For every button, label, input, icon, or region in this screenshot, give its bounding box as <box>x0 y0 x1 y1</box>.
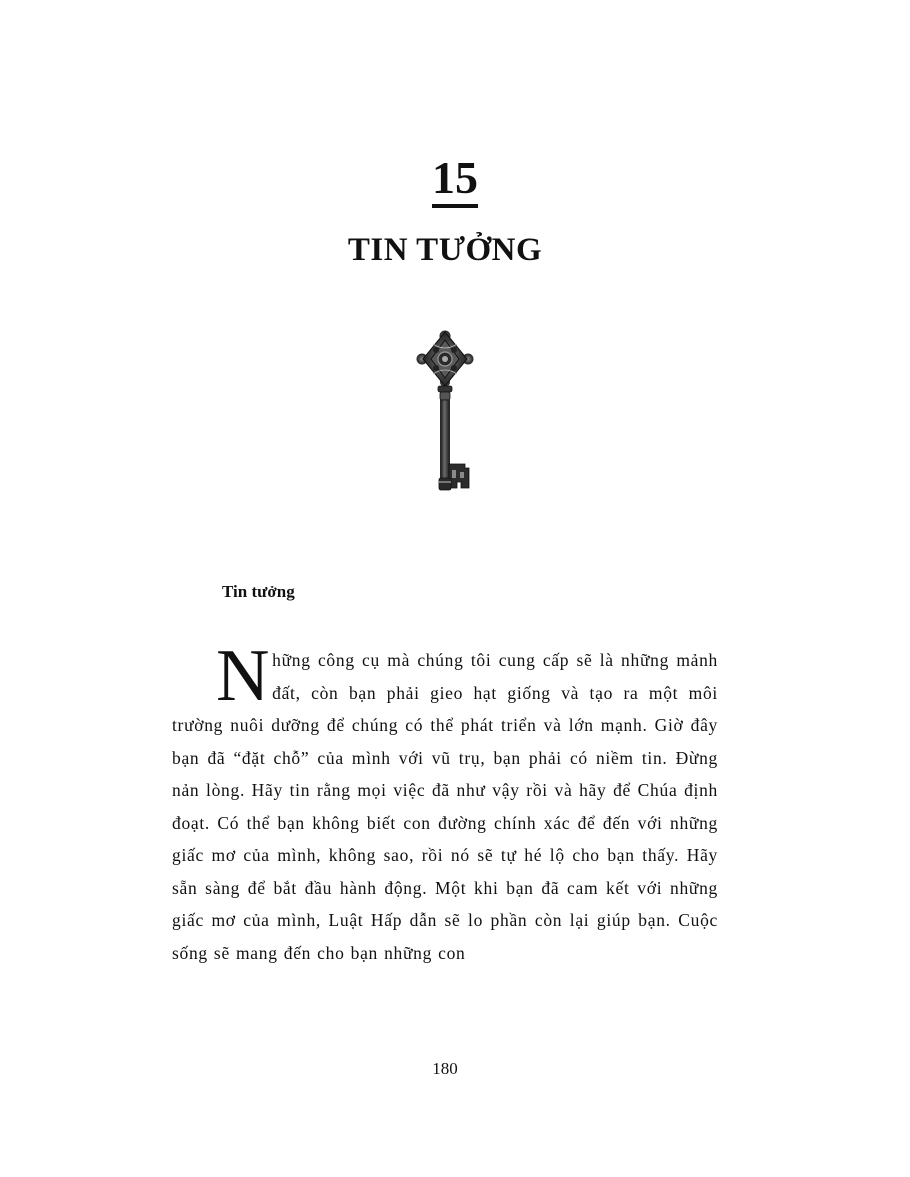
body-paragraph <box>172 635 718 969</box>
page-number: 180 <box>432 1059 458 1078</box>
section-heading: Tin tưởng <box>222 582 295 601</box>
chapter-number-text: 15 <box>432 152 478 208</box>
paragraph-text: hững công cụ mà chúng tôi cung cấp sẽ là những mảnh đất, còn bạn phải gieo hạt giống và tạo ra một môi trường nuôi dưỡng để chúng có thể phát triển và lớn mạnh. Giờ đây bạn đã “đặt chỗ” của mình với vũ trụ, bạn phải có niềm tin. Đừng nản lòng. Hãy tin rằng mọi việc đã như vậy rồi và hãy để Chúa định đoạt. Có thể bạn không biết con đường chính xác để đến với những giấc mơ của mình, không sao, rồi nó sẽ tự hé lộ cho bạn thấy. Hãy sẵn sàng để bắt đầu hành động. Một khi bạn đã cam kết với những giấc mơ của mình, Luật Hấp dẫn sẽ lo phần còn lại giúp bạn. Cuộc sống sẽ mang đến cho bạn những con <box>172 650 718 963</box>
ornate-key-icon <box>405 328 495 498</box>
chapter-title: TIN TƯỞNG <box>347 232 543 268</box>
drop-cap: N <box>216 635 271 717</box>
chapter-number <box>0 148 910 208</box>
